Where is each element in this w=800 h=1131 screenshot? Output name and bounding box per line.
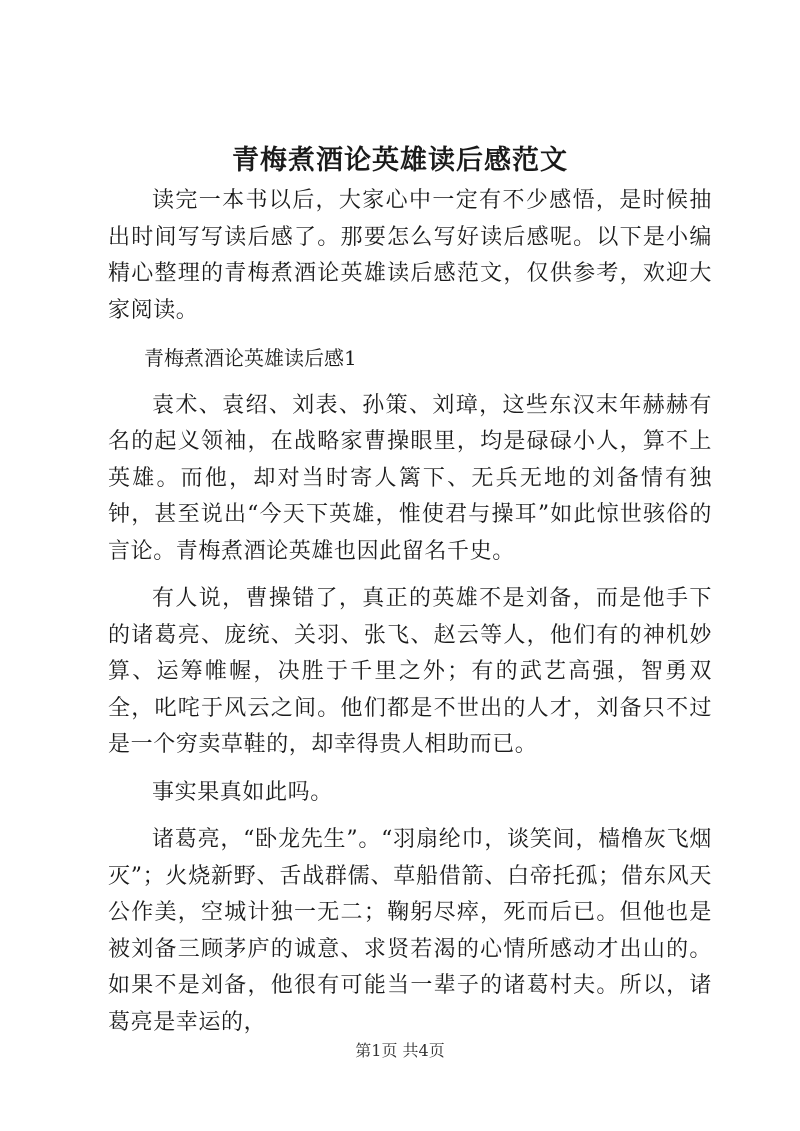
- paragraph-gap: [108, 570, 712, 581]
- page-number-footer: 第1页 共4页: [355, 1041, 445, 1060]
- body-paragraph: 事实果真如此吗。: [152, 779, 333, 805]
- paragraph-gap: [108, 329, 712, 340]
- document-body: [108, 183, 712, 1041]
- paragraph-gap: [108, 811, 712, 822]
- body-paragraph: 袁术、袁绍、刘表、孙策、刘璋，这些东汉末年赫赫有名的起义领袖，在战略家曹操眼里，均是碌碌小人，算不上英雄。而他，却对当时寄人篱下、无兵无地的刘备情有独钟，甚至说出“今天下英雄，惟使君与操耳”如此惊世骇俗的言论。青梅煮酒论英雄也因此留名千史。: [108, 392, 712, 564]
- intro-paragraph: 读完一本书以后，大家心中一定有不少感悟，是时候抽出时间写写读后感了。那要怎么写好读后感呢。以下是小编精心整理的青梅煮酒论英雄读后感范文，仅供参考，欢迎大家阅读。: [108, 188, 712, 323]
- body-paragraph: 有人说，曹操错了，真正的英雄不是刘备，而是他手下的诸葛亮、庞统、关羽、张飞、赵云等人，他们有的神机妙算、运筹帷幄，决胜于千里之外；有的武艺高强，智勇双全，叱咤于风云之间。他们都是不世出的人才，刘备只不过是一个穷卖草鞋的，却幸得贵人相助而已。: [108, 586, 712, 757]
- body-paragraph: 诸葛亮，“卧龙先生”。“羽扇纶巾，谈笑间，樯橹灰飞烟灭”；火烧新野、舌战群儒、草船借箭、白帝托孤；借东风天公作美，空城计独一无二；鞠躬尽瘁，死而后已。但他也是被刘备三顾茅庐的诚意、求贤若渴的心情所感动才出山的。如果不是刘备，他很有可能当一辈子的诸葛村夫。所以，诸葛亮是幸运的，: [108, 827, 712, 1035]
- document-title: 青梅煮酒论英雄读后感范文: [232, 145, 568, 176]
- section-heading: 青梅煮酒论英雄读后感1: [144, 346, 357, 370]
- paragraph-gap: [108, 764, 712, 775]
- paragraph-gap: [108, 377, 712, 388]
